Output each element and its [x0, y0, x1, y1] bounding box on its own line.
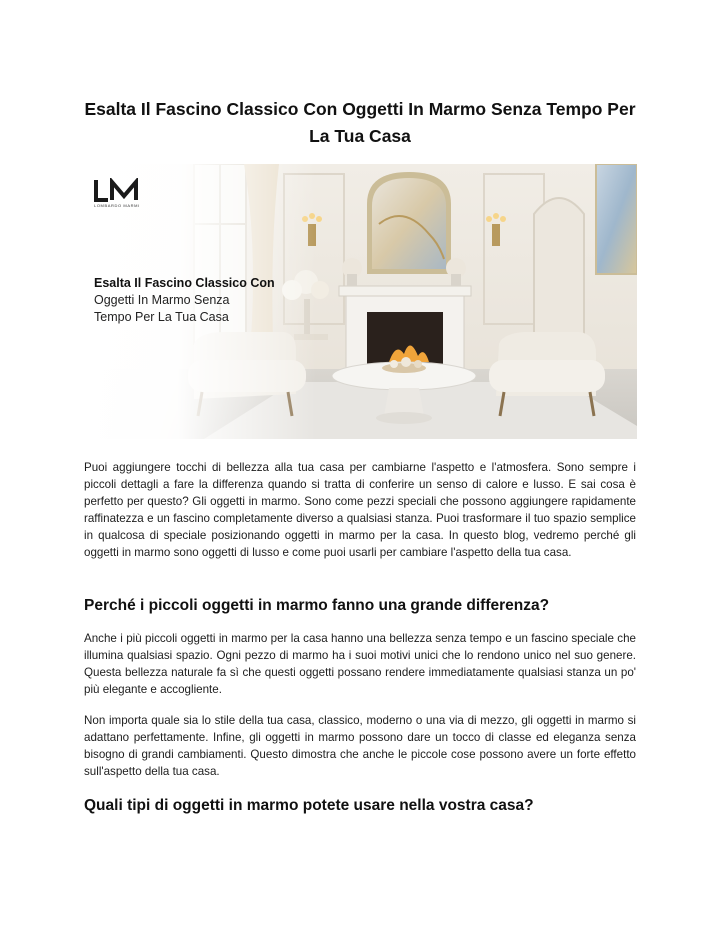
lm-logo-icon: [94, 178, 140, 202]
hero-overlay-line-3: Tempo Per La Tua Casa: [94, 310, 229, 324]
hero-overlay-line-1: Esalta Il Fascino Classico Con: [94, 276, 275, 290]
hero-overlay-line-2: Oggetti In Marmo Senza: [94, 293, 230, 307]
logo-caption: LOMBARDO MARMI: [94, 203, 140, 208]
section-1-paragraph-2: Non importa quale sia lo stile della tua casa, classico, moderno o una via di mezzo, gli oggetti in marmo si adattano perfettamente. Infine, gli oggetti in marmo possono dare un tocco di classe ed eleganza senza bisogno di grandi cambiamenti. Questo dimostra che anche le piccole cose possono avere un forte effetto sull'aspetto della tua casa.: [84, 714, 636, 778]
hero-banner-image: [84, 164, 637, 439]
brand-logo: [94, 178, 146, 208]
hero-overlay-text: [94, 275, 294, 326]
section-1-paragraph-1: Anche i più piccoli oggetti in marmo per la casa hanno una bellezza senza tempo e un fascino speciale che illumina qualsiasi spazio. Ogni pezzo di marmo ha i suoi motivi unici che lo rendono unico nel suo genere. Questa bellezza naturale fa sì che questi oggetti possano rendere immediatamente qualsiasi stanza un po' più elegante e accogliente.: [84, 632, 636, 696]
page-title: Esalta Il Fascino Classico Con Oggetti In Marmo Senza Tempo Per La Tua Casa: [84, 99, 636, 146]
intro-paragraph: Puoi aggiungere tocchi di bellezza alla tua casa per cambiarne l'aspetto e l'atmosfera. Sono sempre i piccoli dettagli a fare la differenza quando si tratta di conferire un senso di calore e lusso. E sai cosa è perfetto per questo? Gli oggetti in marmo. Sono come pezzi speciali che possono aggiungere rapidamente raffinatezza e un fascino completamente diverso a qualsiasi stanza. Puoi trasformare il tuo spazio semplice in qualcosa di speciale posizionando oggetti in marmo per la casa. In questo blog, vedremo perché gli oggetti in marmo sono oggetti di lusso e come puoi usarli per cambiare l'aspetto della tua casa.: [84, 461, 636, 559]
section-heading-2: Quali tipi di oggetti in marmo potete usare nella vostra casa?: [84, 797, 534, 814]
section-heading-1: Perché i piccoli oggetti in marmo fanno una grande differenza?: [84, 597, 550, 614]
